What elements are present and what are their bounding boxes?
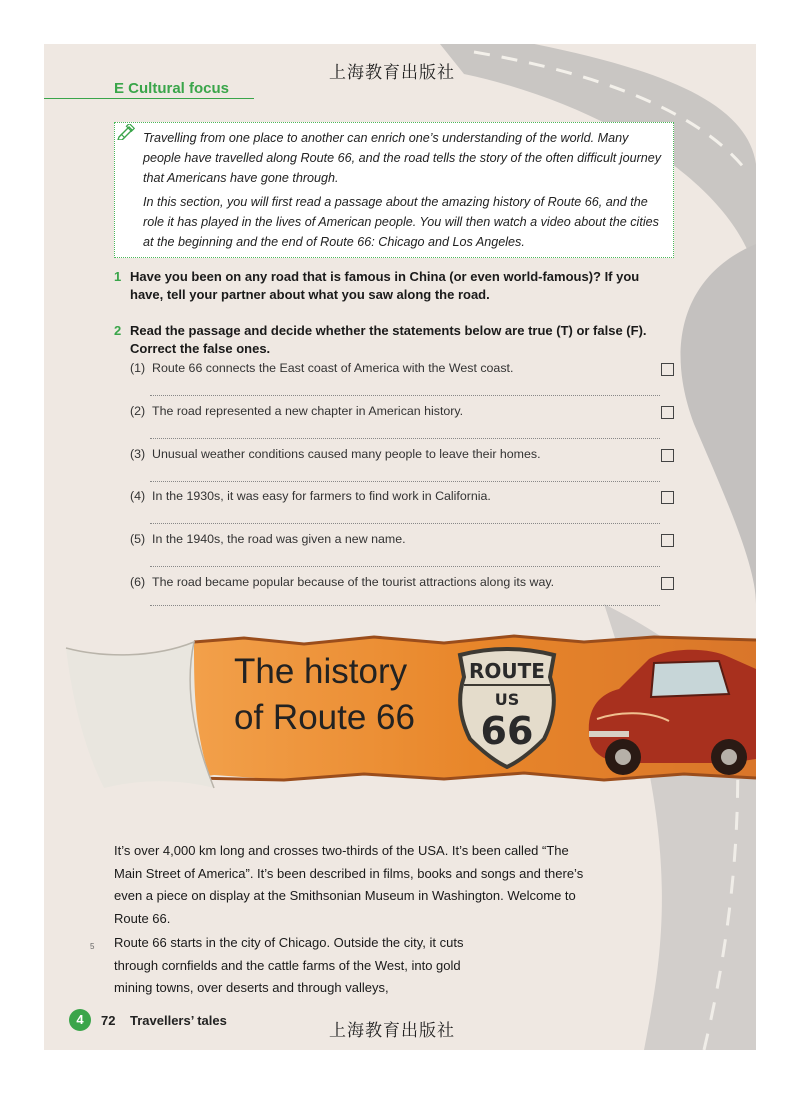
intro-paragraph-2: In this section, you will first read a passage about the amazing history of Route 66, and the role it has played in the lives of American people. You will then watch a video about the cities at the beginning and the end of Route 66: Chicago and Los Angeles. bbox=[143, 195, 659, 249]
statement-number: (2) bbox=[130, 404, 146, 418]
publisher-footer: 上海教育出版社 bbox=[329, 1021, 455, 1041]
statement-number: (5) bbox=[130, 532, 146, 546]
sign-route-text: ROUTE bbox=[469, 659, 545, 683]
statement-text: In the 1940s, the road was given a new name. bbox=[152, 532, 406, 546]
route-66-sign bbox=[452, 647, 562, 769]
true-false-checkbox[interactable] bbox=[661, 449, 674, 462]
statement-3 bbox=[130, 447, 541, 461]
statement-4 bbox=[130, 489, 491, 503]
true-false-checkbox[interactable] bbox=[661, 363, 674, 376]
true-false-checkbox[interactable] bbox=[661, 577, 674, 590]
intro-text bbox=[143, 128, 668, 256]
answer-line[interactable] bbox=[150, 438, 660, 439]
intro-paragraph-1: Travelling from one place to another can enrich one’s understanding of the world. Many people have travelled along Route 66, and the road tells the story of the often difficult journey that Americans have gone through. bbox=[143, 131, 662, 185]
true-false-checkbox[interactable] bbox=[661, 534, 674, 547]
answer-line[interactable] bbox=[150, 481, 660, 482]
page-number: 72 bbox=[101, 1013, 116, 1028]
banner-title-line-1: The history bbox=[234, 652, 408, 691]
statement-2 bbox=[130, 404, 463, 418]
statement-1 bbox=[130, 361, 513, 375]
true-false-checkbox[interactable] bbox=[661, 491, 674, 504]
answer-line[interactable] bbox=[150, 566, 660, 567]
statement-text: Unusual weather conditions caused many people to leave their homes. bbox=[152, 447, 541, 461]
section-title-underline bbox=[44, 98, 254, 99]
question-1-text: Have you been on any road that is famous in China (or even world-famous)? If you have, tell your partner about what you saw along the road. bbox=[130, 269, 640, 302]
statement-6 bbox=[130, 575, 554, 589]
statement-text: The road represented a new chapter in American history. bbox=[152, 404, 464, 418]
vintage-car-illustration bbox=[579, 639, 756, 779]
answer-line[interactable] bbox=[150, 523, 660, 524]
publisher-header: 上海教育出版社 bbox=[329, 63, 455, 83]
banner-title bbox=[234, 649, 415, 741]
sign-66-text: 66 bbox=[480, 709, 534, 753]
passage-paragraph-1: It’s over 4,000 km long and crosses two-thirds of the USA. It’s been called “The Main Street of America”. It’s been described in films, books and songs and there’s even a piece on display at the Smithsonian Museum in Washington. Welcome to Route 66. bbox=[114, 843, 584, 926]
unit-badge: 4 bbox=[69, 1009, 91, 1031]
intro-box bbox=[114, 122, 674, 258]
line-number: 5 bbox=[90, 942, 95, 951]
statement-number: (4) bbox=[130, 489, 146, 503]
statement-text: The road became popular because of the tourist attractions along its way. bbox=[152, 575, 555, 589]
statement-5 bbox=[130, 532, 406, 546]
banner-title-line-2: of Route 66 bbox=[234, 698, 415, 737]
question-2-number: 2 bbox=[114, 323, 122, 338]
statement-number: (1) bbox=[130, 361, 146, 375]
statement-text: In the 1930s, it was easy for farmers to find work in California. bbox=[152, 489, 491, 503]
answer-line[interactable] bbox=[150, 395, 660, 396]
section-title: E Cultural focus bbox=[114, 80, 230, 97]
true-false-checkbox[interactable] bbox=[661, 406, 674, 419]
question-1-number: 1 bbox=[114, 269, 122, 284]
sign-us-text: US bbox=[494, 690, 520, 709]
answer-line[interactable] bbox=[150, 605, 660, 606]
statement-number: (3) bbox=[130, 447, 146, 461]
statement-text: Route 66 connects the East coast of America with the West coast. bbox=[152, 361, 514, 375]
passage-paragraph-2: Route 66 starts in the city of Chicago. Outside the city, it cuts through cornfields and the cattle farms of the West, into gold mining towns, over deserts and through valleys, bbox=[114, 935, 464, 995]
question-2-text: Read the passage and decide whether the statements below are true (T) or false (F). Correct the false ones. bbox=[130, 323, 647, 356]
textbook-page bbox=[44, 44, 756, 1050]
statement-number: (6) bbox=[130, 575, 146, 589]
pencil-icon bbox=[117, 124, 135, 140]
unit-title: Travellers’ tales bbox=[130, 1013, 227, 1028]
